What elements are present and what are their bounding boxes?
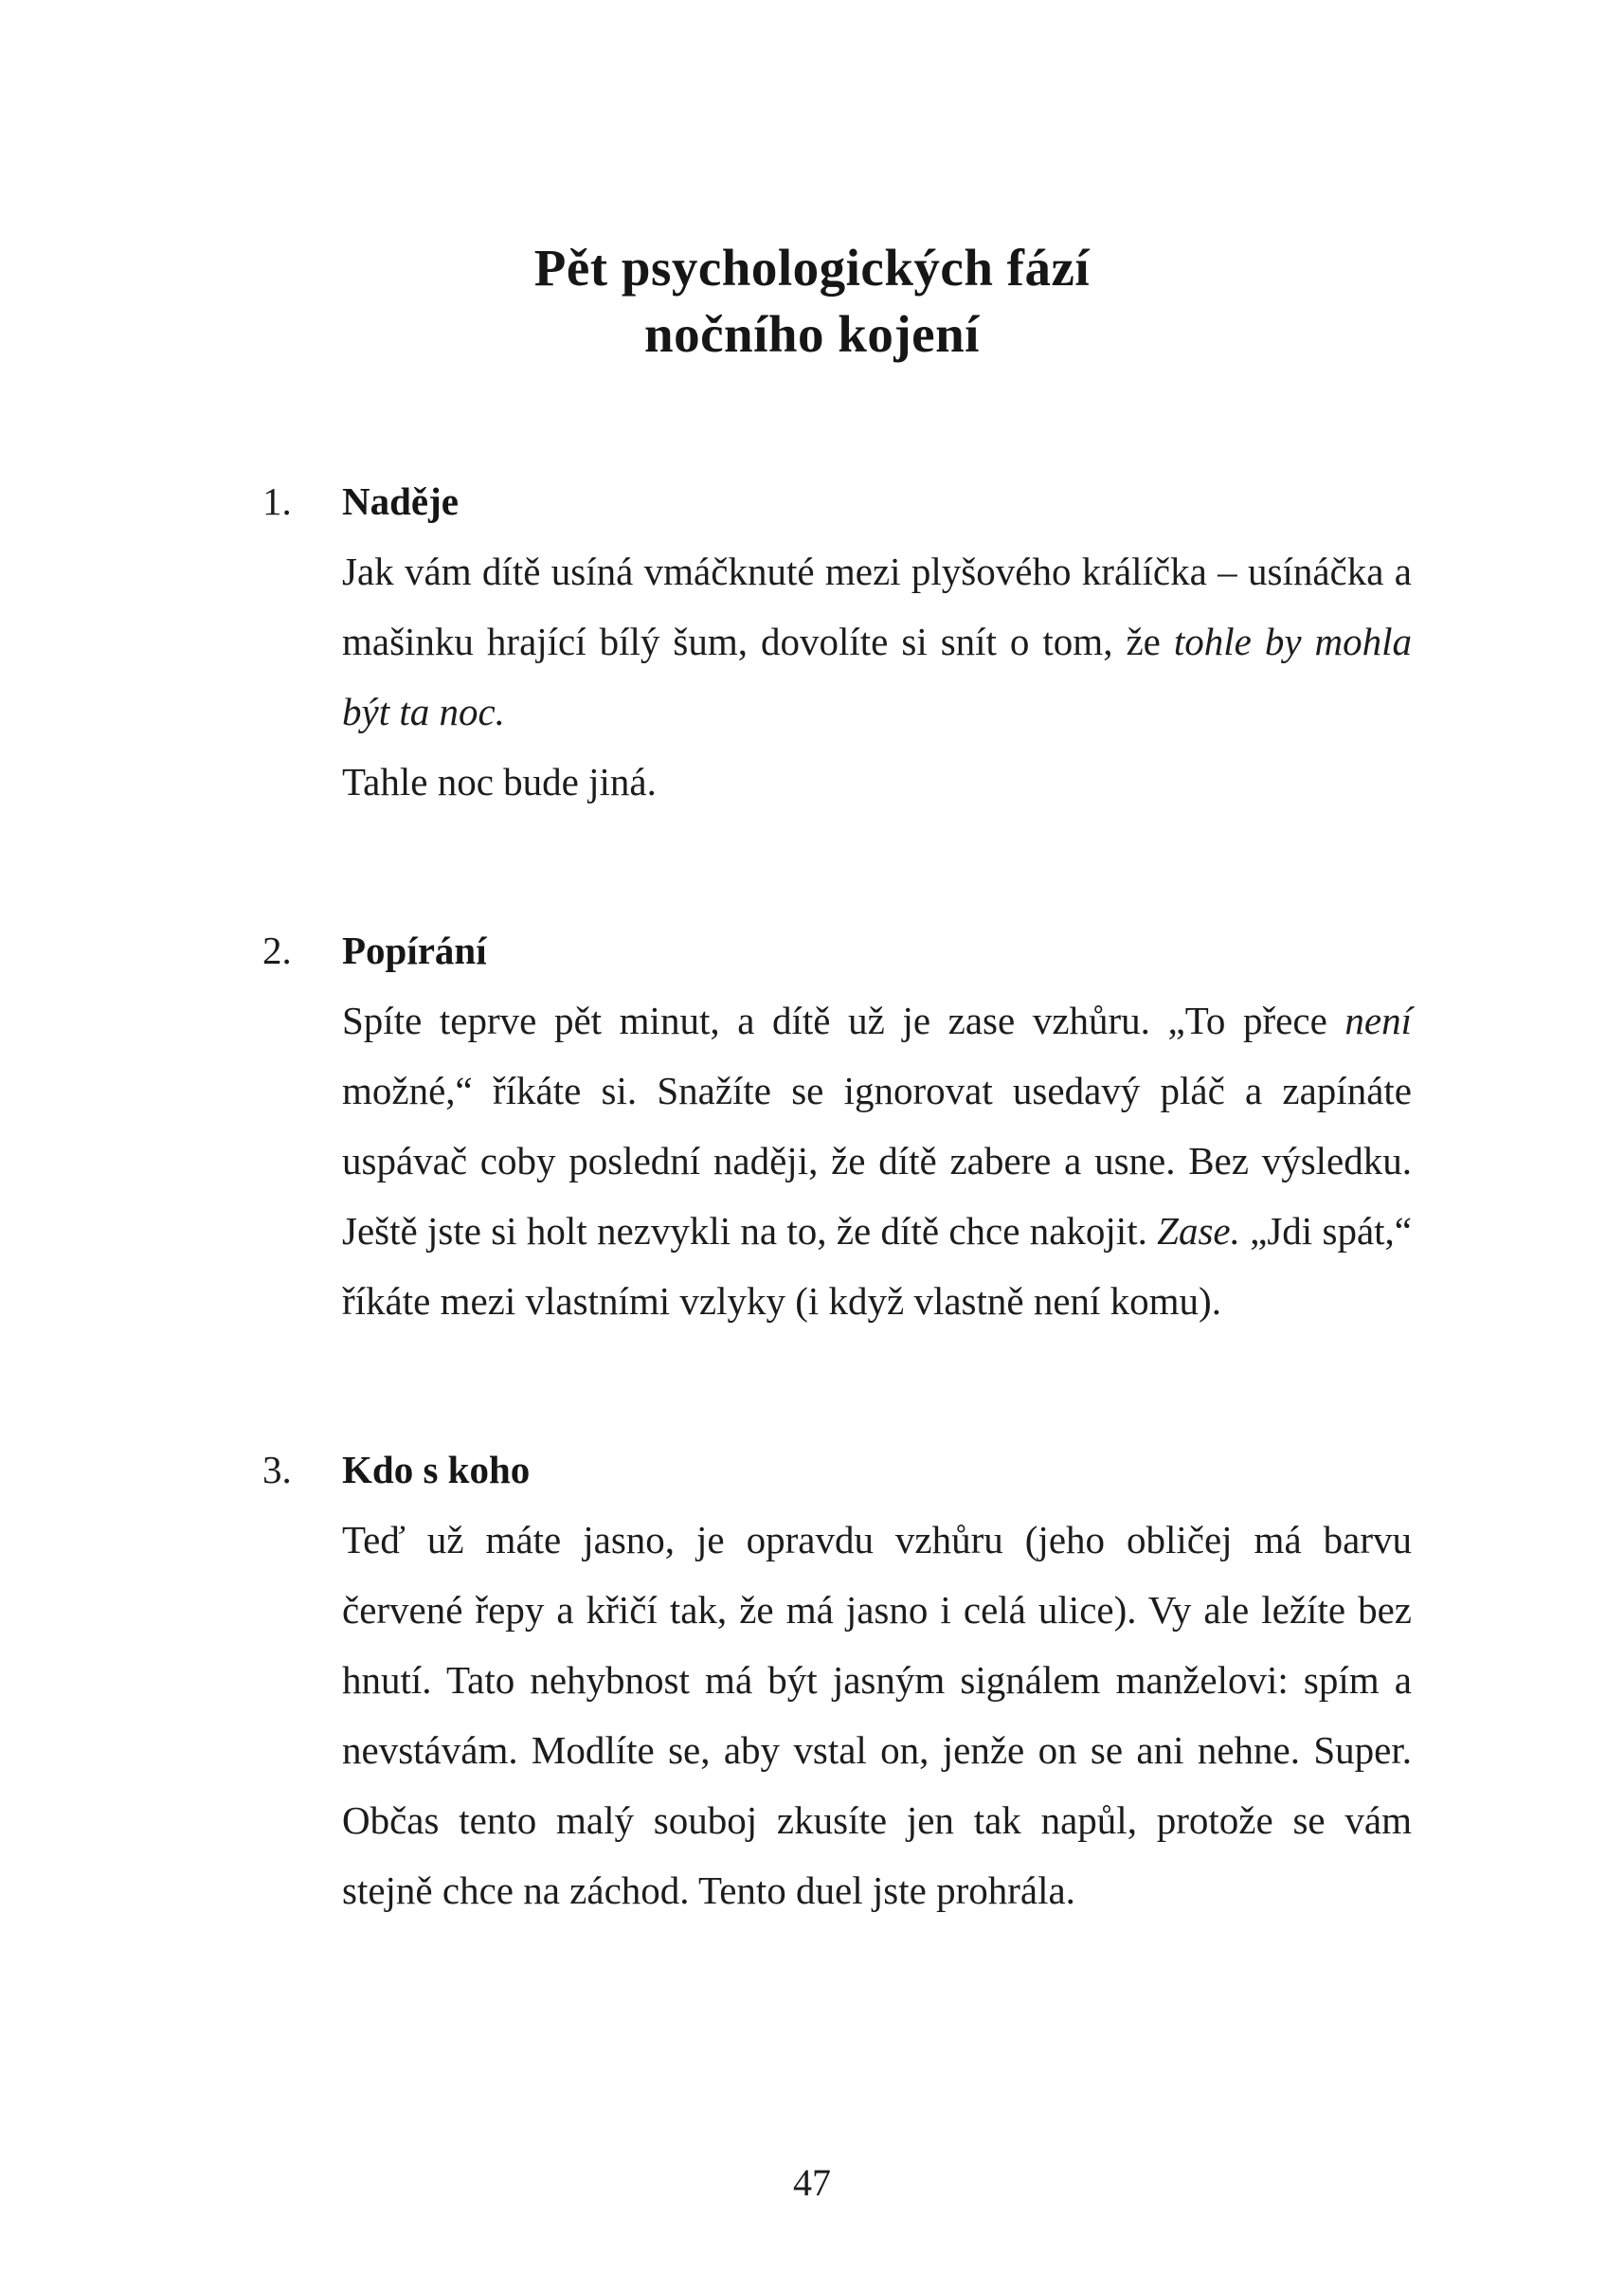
text-run: Teď už máte jasno, je opravdu vzhůru (jeho obličej má barvu červené řepy a křičí tak, že má jasno i celá ulice). Vy ale ležíte bez hnutí. Tato nehybnost má být jasným signálem manželovi: spím a nevstávám. Modlíte se, aby vstal on, jenže on se ani nehne. Super. Občas tento malý souboj zkusíte jen tak napůl, protože se vám stejně chce na záchod. Tento duel jste prohrála. xyxy=(342,1518,1412,1912)
page-title-line2: nočního kojení xyxy=(644,305,980,363)
text-run: Jak vám dítě usíná vmáčknuté mezi plyšového králíčka – usínáčka a mašinku hrající bílý šum, dovolíte si snít o tom, že xyxy=(342,550,1412,663)
page-title xyxy=(0,0,1624,368)
page-number: 47 xyxy=(793,2161,831,2204)
item-content xyxy=(342,466,1412,817)
italic-text-run: Zase. xyxy=(1157,1209,1240,1253)
item-content xyxy=(342,1435,1412,1925)
text-run: „Jdi spát,“ říkáte mezi vlastními vzlyky (i když vlastně není komu). xyxy=(342,1209,1412,1323)
italic-text-run: není xyxy=(1344,999,1412,1042)
list-item xyxy=(262,1435,1412,1925)
item-heading: Kdo s koho xyxy=(342,1448,531,1491)
list-item xyxy=(262,466,1412,817)
phase-list xyxy=(262,466,1412,1925)
item-number: 3. xyxy=(262,1448,292,1491)
list-item xyxy=(262,915,1412,1336)
item-number: 2. xyxy=(262,929,292,972)
text-run: možné,“ říkáte si. Snažíte se ignorovat usedavý pláč a zapínáte uspávač coby poslední naději, že dítě zabere a usne. Bez výsledku. Ještě jste si holt nezvykli na to, že dítě chce nakojit. xyxy=(342,1069,1412,1253)
item-content xyxy=(342,915,1412,1336)
text-run: Tahle noc bude jiná. xyxy=(342,760,657,803)
item-heading: Popírání xyxy=(342,929,487,972)
item-number: 1. xyxy=(262,479,292,523)
item-paragraph xyxy=(342,985,1412,1336)
item-heading: Naděje xyxy=(342,479,459,523)
italic-text-run: tohle by mohla být ta noc. xyxy=(342,620,1413,733)
page-title-line1: Pět psychologických fází xyxy=(533,239,1091,297)
item-paragraph xyxy=(342,747,1412,817)
text-run: Spíte teprve pět minut, a dítě už je zase vzhůru. „To přece xyxy=(342,999,1345,1042)
item-paragraph xyxy=(342,536,1412,747)
item-paragraph xyxy=(342,1505,1412,1925)
